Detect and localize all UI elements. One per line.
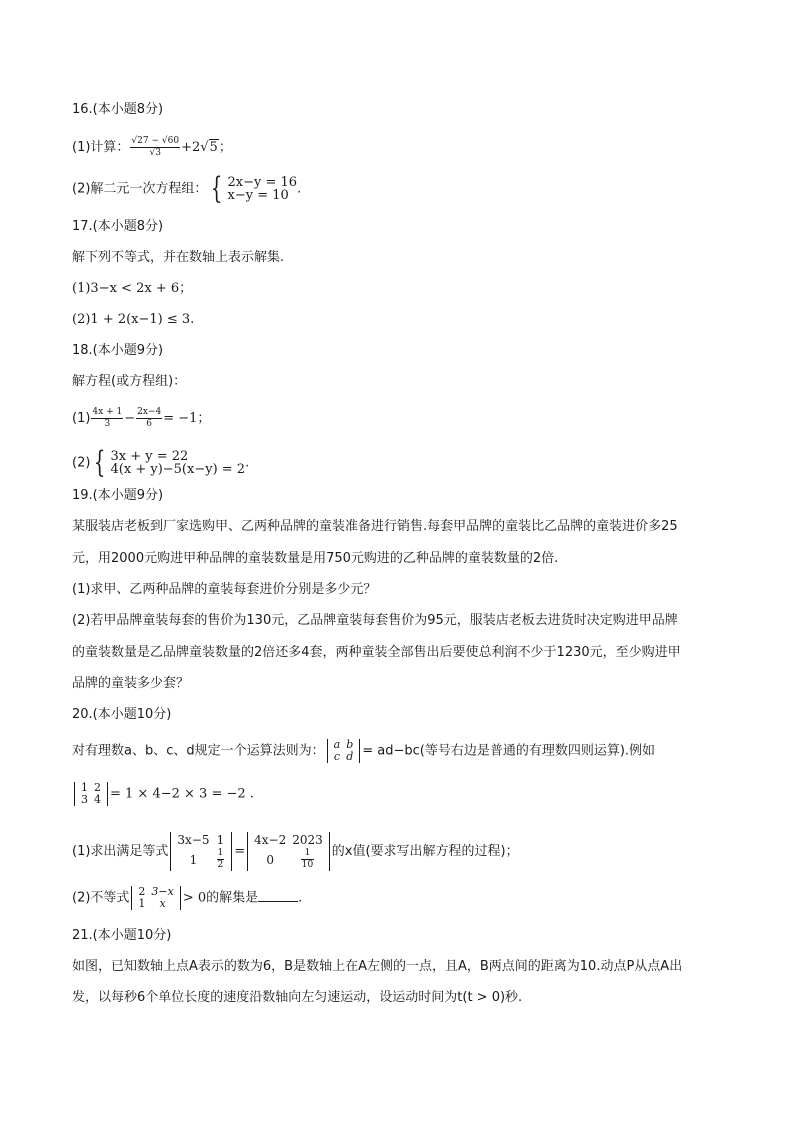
q17-part2: (2)1 + 2(x−1) ≤ 3. (72, 312, 195, 327)
q18-intro: 解方程(或方程组)： (72, 374, 187, 389)
q18-header: 18.(本小题9分) (72, 343, 164, 358)
q20-header: 20.(本小题10分) (72, 707, 172, 722)
q20-example: 1 2 3 4 = 1 × 4−2 × 3 = −2 . (72, 782, 254, 806)
q19-line2: 元，用2000元购进甲种品牌的童装数量是用750元购进的乙种品牌的童装数量的2倍. (72, 551, 559, 566)
q16-header: 16.(本小题8分) (72, 102, 164, 117)
q18-part2: (2) { 3x + y = 22 4(x + y)−5(x−y) = 2 . (72, 445, 250, 480)
q17-header: 17.(本小题8分) (72, 219, 164, 234)
q19-line1: 某服装店老板到厂家选购甲、乙两种品牌的童装准备进行销售.每套甲品牌的童装比乙品牌的童装进价多25 (72, 519, 678, 534)
q21-line2: 发，以每秒6个单位长度的速度沿数轴向左匀速运动，设运动时间为t(t > 0)秒. (72, 990, 523, 1005)
q20-part2: (2)不等式 2 3−x 1 x > 0的解集是 . (72, 885, 303, 910)
q19-line3: (1)求甲、乙两种品牌的童装每套进价分别是多少元？ (72, 582, 377, 597)
q19-line4: (2)若甲品牌童装每套的售价为130元，乙品牌童装每套售价为95元，服装店老板去进货时决定购进甲品牌 (72, 613, 678, 628)
q20-part2-determinant: 2 3−x 1 x (131, 886, 180, 910)
q20-part1-determinant-left: 3x−5 1 1 $\frac{1}{2}$ (170, 832, 232, 871)
q20-part1: (1)求出满足等式 3x−5 1 1 $\frac{1}{2}$ = 4x−2 2023 0 $\frac{1}{10}$ 的x值(要求写出解方程的过程)； (72, 833, 519, 870)
q21-line1: 如图，已知数轴上点A表示的数为6，B是数轴上在A左侧的一点，且A，B两点间的距离为10.动点P从点A出 (72, 959, 683, 974)
q20-rule-determinant: a b c d (327, 739, 361, 763)
q19-line6: 品牌的童装多少套？ (72, 676, 190, 691)
q20-example-determinant: 1 2 3 4 (74, 782, 108, 806)
q17-intro: 解下列不等式，并在数轴上表示解集. (72, 250, 285, 265)
q19-line5: 的童装数量是乙品牌童装数量的2倍还多4套，两种童装全部售出后要使总利润不少于1230元，至少购进甲 (72, 645, 681, 660)
q16-fraction: $\frac{√27 - √60}{√3}$ (131, 136, 180, 158)
q16-part2: (2)解二元一次方程组： { 2x−y = 16 x−y = 10 . (72, 171, 302, 206)
q18-equation-system: { 3x + y = 22 4(x + y)−5(x−y) = 2 (94, 445, 246, 480)
q16-equation-system: { 2x−y = 16 x−y = 10 (211, 171, 298, 206)
q20-rule: 对有理数a、b、c、d规定一个运算法则为： a b c d = ad−bc(等号右边是普通的有理数四则运算).例如 (72, 738, 656, 763)
q21-header: 21.(本小题10分) (72, 928, 172, 943)
q17-part1: (1)3−x < 2x + 6； (72, 281, 193, 296)
q20-part1-determinant-right: 4x−2 2023 0 $\frac{1}{10}$ (247, 832, 330, 871)
q19-header: 19.(本小题9分) (72, 488, 164, 503)
q16-part1: (1)计算： $\frac{√27 - √60}{√3}$ +2√5； (72, 136, 232, 158)
q18-part1: (1) $\frac{4x + 1}{3}$ − $\frac{2x-4}{6}$ = −1； (72, 407, 211, 429)
answer-blank[interactable] (258, 889, 298, 902)
